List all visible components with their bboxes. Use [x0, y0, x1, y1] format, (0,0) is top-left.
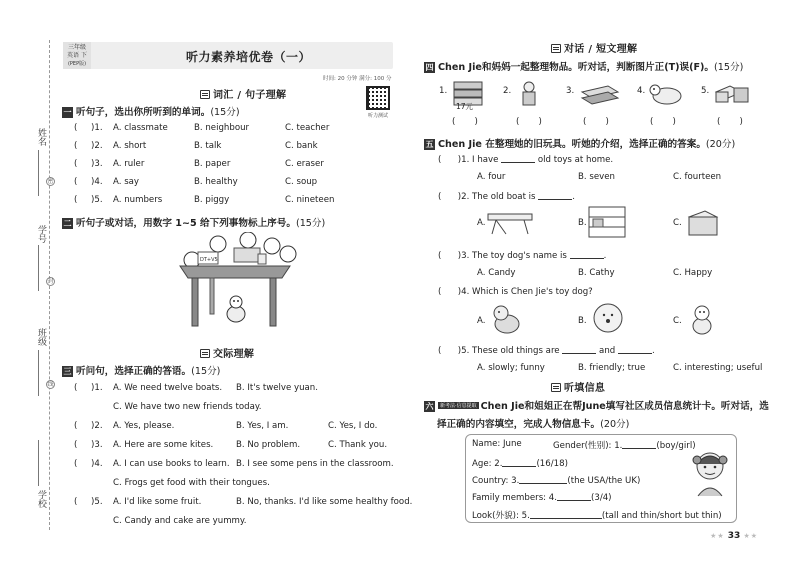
toy-animal-image	[647, 80, 687, 108]
info-country: Country: 3. (the USA/the UK)	[472, 476, 641, 486]
q5-blank[interactable]	[570, 250, 604, 259]
grade-box	[63, 42, 91, 69]
q5-option-a[interactable]: A. four	[477, 172, 506, 182]
q3-option-c[interactable]: C. Frogs get food with their tongues.	[113, 478, 270, 488]
q4-pic-label: 1.	[439, 86, 448, 96]
section-icon	[551, 44, 561, 53]
info-look: Look(外貌): 5. (tall and thin/short but thin)	[472, 511, 722, 521]
q5-option-a[interactable]: A. Candy	[477, 268, 516, 278]
binding-id-label: 学号	[36, 225, 46, 243]
q5-pic-label-b[interactable]: B.	[578, 316, 587, 326]
q3-answer-paren[interactable]: ( )3.	[74, 440, 103, 450]
q3-option-a[interactable]: A. Here are some kites.	[113, 440, 214, 450]
q2-title: 二 听句子或对话，用数字 1~5 给下列事物标上序号。(15分)	[63, 218, 326, 229]
q5-option-b[interactable]: B. Cathy	[578, 268, 615, 278]
binding-name-label: 姓名	[36, 128, 46, 146]
q1-answer-paren[interactable]: ( )1.	[74, 123, 103, 133]
q5-answer-paren[interactable]: ( )2. The old boat is .	[438, 192, 576, 202]
binding-class-line	[38, 350, 39, 396]
q1-answer-paren[interactable]: ( )5.	[74, 195, 103, 205]
gender-blank[interactable]	[622, 440, 656, 449]
books-stack-image	[578, 82, 620, 106]
q5-option-a[interactable]: A. slowly; funny	[477, 363, 545, 373]
binding-school-label: 学校	[36, 490, 46, 508]
q1-answer-paren[interactable]: ( )3.	[74, 159, 103, 169]
q5-blank[interactable]	[538, 191, 572, 200]
look-blank[interactable]	[530, 510, 602, 519]
q1-option-a[interactable]: A. short	[113, 141, 147, 151]
q5-pic-label-b[interactable]: B.	[578, 218, 587, 228]
subject-line: 英语 下	[67, 52, 87, 59]
q5-option-b[interactable]: B. seven	[578, 172, 615, 182]
q3-number-badge: 三	[63, 367, 72, 376]
q4-pic-label: 2.	[503, 86, 512, 96]
q3-option-a[interactable]: A. We need twelve boats.	[113, 383, 223, 393]
q1-option-c[interactable]: C. eraser	[285, 159, 324, 169]
grade-line: 三年级	[67, 44, 86, 51]
q4-pic-label: 4.	[637, 86, 646, 96]
section-vocab-heading: 词汇 / 句子理解	[200, 86, 286, 101]
q4-answer-paren-3[interactable]: ( )	[583, 117, 609, 127]
q1-option-a[interactable]: A. say	[113, 177, 140, 187]
q5-pic-label-a[interactable]: A.	[477, 218, 486, 228]
svg-text:DT+V5: DT+V5	[200, 257, 218, 263]
q2-number-badge: 二	[63, 219, 72, 228]
edition-line: (PEP版)	[67, 61, 87, 67]
q3-option-a[interactable]: A. Yes, please.	[113, 421, 175, 431]
q3-option-b[interactable]: B. It's twelve yuan.	[236, 383, 318, 393]
q3-option-a[interactable]: A. I can use books to learn.	[113, 459, 230, 469]
q3-option-b[interactable]: B. No problem.	[236, 440, 301, 450]
binding-name-line	[38, 150, 39, 196]
q4-answer-paren-2[interactable]: ( )	[516, 117, 542, 127]
qr-caption: 听力测试	[368, 113, 389, 119]
q5-title: 五 Chen Jie 在整理她的旧玩具。听她的介绍，选择正确的答案。(20分)	[425, 139, 736, 150]
q6-number-badge: 六	[425, 402, 434, 411]
info-name: Name: June	[472, 439, 522, 449]
shelf-image	[587, 205, 629, 239]
q1-option-c[interactable]: C. nineteen	[285, 195, 335, 205]
time-score-meta: 时间: 20 分钟 满分: 100 分	[323, 76, 392, 82]
q3-option-b[interactable]: B. No, thanks. I'd like some healthy food.	[236, 497, 413, 507]
q3-option-c[interactable]: C. Candy and cake are yummy.	[113, 516, 247, 526]
q3-title: 三 听问句，选择正确的答语。(15分)	[63, 366, 221, 377]
star-icon: ★★	[710, 532, 725, 540]
q4-pic-label: 3.	[566, 86, 575, 96]
section-icon	[200, 90, 210, 99]
q4-title: 四 Chen Jie和妈妈一起整理物品。听对话，判断图片正(T)误(F)。(15分)	[425, 62, 744, 73]
binding-school-line	[38, 440, 39, 486]
q5-answer-paren[interactable]: ( )4. Which is Chen Jie's toy dog?	[438, 287, 593, 297]
q1-option-b[interactable]: B. healthy	[194, 177, 238, 187]
q3-answer-paren[interactable]: ( )1.	[74, 383, 103, 393]
q3-option-b[interactable]: B. Yes, I am.	[236, 421, 289, 431]
info-family: Family members: 4. (3/4)	[472, 493, 612, 503]
q4-answer-paren-5[interactable]: ( )	[717, 117, 743, 127]
q1-option-b[interactable]: B. talk	[194, 141, 222, 151]
q6-title-line2: 择正确的内容填空，完成人物信息卡。(20分)	[437, 419, 630, 430]
q5-option-b[interactable]: B. friendly; true	[578, 363, 646, 373]
page-number: ★★ 33 ★★	[710, 531, 758, 541]
country-blank[interactable]	[519, 475, 567, 484]
seal-mark-3: 线	[47, 381, 54, 388]
box-image	[685, 205, 721, 239]
q1-option-b[interactable]: B. piggy	[194, 195, 230, 205]
q1-option-c[interactable]: C. teacher	[285, 123, 330, 133]
seal-mark-2: 封	[47, 278, 54, 285]
q6-tag: 新考法·信息提取	[440, 403, 477, 409]
boat-on-stand-image	[486, 206, 536, 238]
q3-option-c[interactable]: C. We have two new friends today.	[113, 402, 262, 412]
q1-option-a[interactable]: A. classmate	[113, 123, 168, 133]
q3-answer-paren[interactable]: ( )5.	[74, 497, 103, 507]
q3-option-b[interactable]: B. I see some pens in the classroom.	[236, 459, 394, 469]
boxes-image	[712, 80, 754, 106]
q1-number-badge: 一	[63, 108, 72, 117]
q1-option-c[interactable]: C. bank	[285, 141, 318, 151]
q3-option-c[interactable]: C. Thank you.	[328, 440, 388, 450]
q5-blank[interactable]	[562, 345, 596, 354]
q3-option-c[interactable]: C. Yes, I do.	[328, 421, 378, 431]
q5-blank[interactable]	[501, 154, 535, 163]
q5-number-badge: 五	[425, 140, 434, 149]
q4-answer-paren-4[interactable]: ( )	[650, 117, 676, 127]
q5-pic-label-a[interactable]: A.	[477, 316, 486, 326]
q6-title: 六 新考法·信息提取 Chen Jie和姐姐正在帮June填写社区成员信息统计卡。听对话，选	[425, 401, 769, 412]
q3-answer-paren[interactable]: ( )2.	[74, 421, 103, 431]
toy-dog-b-image	[588, 298, 628, 338]
age-blank[interactable]	[502, 458, 536, 467]
paper-title: 听力素养培优卷（一）	[186, 50, 312, 64]
q1-option-a[interactable]: A. ruler	[113, 159, 145, 169]
q5-pic-label-c[interactable]: C.	[673, 316, 682, 326]
girl-portrait-image	[690, 446, 730, 498]
q5-option-c[interactable]: C. fourteen	[673, 172, 722, 182]
q1-answer-paren[interactable]: ( )2.	[74, 141, 103, 151]
q5-pic-label-c[interactable]: C.	[673, 218, 682, 228]
q5-blank[interactable]	[618, 345, 652, 354]
q4-price-label: 17元	[456, 102, 474, 111]
q5-answer-paren[interactable]: ( )5. These old things are and .	[438, 346, 655, 356]
q5-option-c[interactable]: C. interesting; useful	[673, 363, 763, 373]
section-icon	[551, 383, 561, 392]
q1-title: 一 听句子，选出你所听到的单词。(15分)	[63, 107, 240, 118]
toy-dog-a-image	[487, 302, 527, 336]
qr-code-pattern	[369, 89, 387, 107]
q1-option-b[interactable]: B. paper	[194, 159, 231, 169]
q5-answer-paren[interactable]: ( )3. The toy dog's name is .	[438, 251, 607, 261]
q5-answer-paren[interactable]: ( )1. I have old toys at home.	[438, 155, 614, 165]
q5-option-c[interactable]: C. Happy	[673, 268, 713, 278]
family-blank[interactable]	[557, 492, 591, 501]
q1-answer-paren[interactable]: ( )4.	[74, 177, 103, 187]
desk-scene-illustration	[170, 232, 300, 332]
toy-figure-image	[515, 80, 545, 108]
binding-id-line	[38, 245, 39, 291]
binding-class-label: 班级	[36, 328, 46, 346]
q1-option-a[interactable]: A. numbers	[113, 195, 163, 205]
q1-option-c[interactable]: C. soup	[285, 177, 318, 187]
section-info-heading: 听填信息	[551, 379, 605, 394]
seal-mark-1: 密	[47, 178, 54, 185]
section-communication-heading: 交际理解	[200, 345, 254, 360]
toy-dog-c-image	[687, 302, 717, 336]
q3-answer-paren[interactable]: ( )4.	[74, 459, 103, 469]
q1-option-b[interactable]: B. neighbour	[194, 123, 250, 133]
q4-answer-paren-1[interactable]: ( )	[452, 117, 478, 127]
section-dialogue-heading: 对话 / 短文理解	[551, 40, 637, 55]
info-gender: Gender(性别): 1. (boy/girl)	[553, 441, 696, 451]
section-icon	[200, 349, 210, 358]
q4-number-badge: 四	[425, 63, 434, 72]
q3-option-a[interactable]: A. I'd like some fruit.	[113, 497, 202, 507]
q4-pic-label: 5.	[701, 86, 710, 96]
info-age: Age: 2. (16/18)	[472, 459, 568, 469]
star-icon: ★★	[743, 532, 758, 540]
